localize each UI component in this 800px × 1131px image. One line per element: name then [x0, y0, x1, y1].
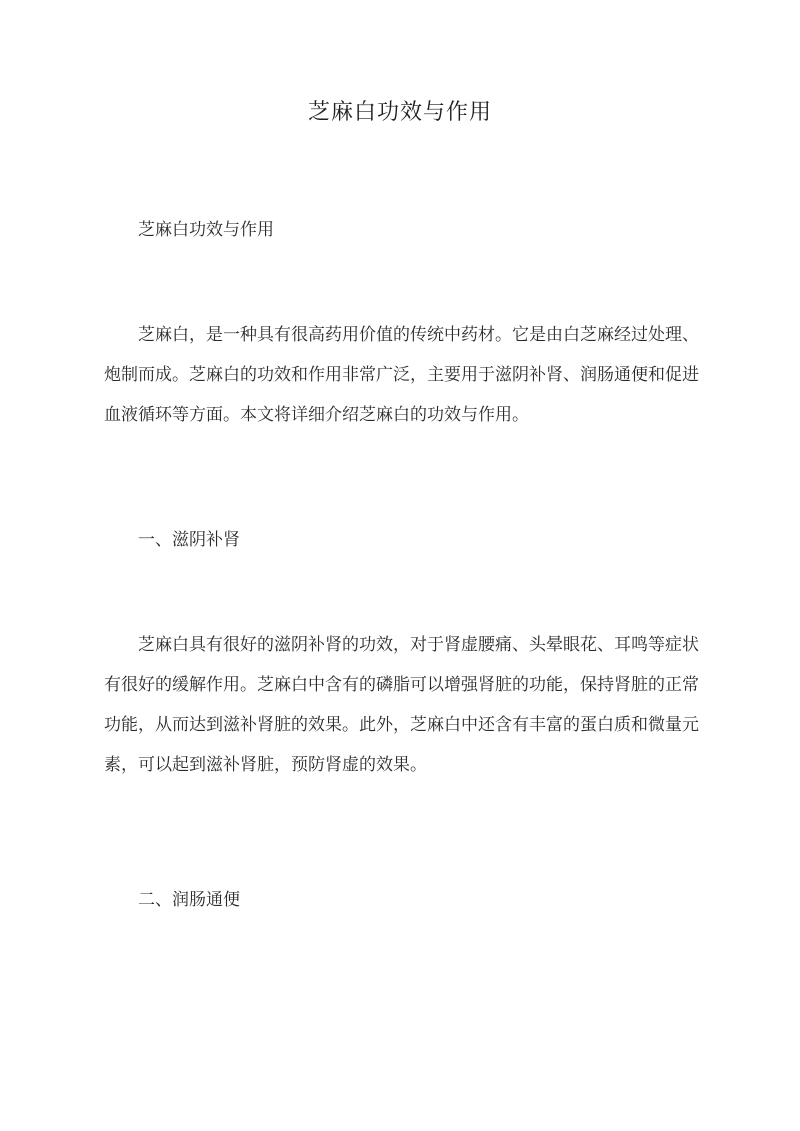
section-1-paragraph: 芝麻白具有很好的滋阴补肾的功效，对于肾虚腰痛、头晕眼花、耳鸣等症状有很好的缓解作用。芝麻白中含有的磷脂可以增强肾脏的功能，保持肾脏的正常功能，从而达到滋补肾脏的效果。此外，芝麻白中还含有丰富的蛋白质和微量元素，可以起到滋补肾脏，预防肾虚的效果。 — [104, 635, 699, 775]
document-title: 芝麻白功效与作用 — [307, 100, 492, 125]
intro-paragraph: 芝麻白，是一种具有很高药用价值的传统中药材。它是由白芝麻经过处理、炮制而成。芝麻白的功效和作用非常广泛，主要用于滋阴补肾、润肠通便和促进血液循环等方面。本文将详细介绍芝麻白的功效与作用。 — [104, 325, 699, 425]
section-heading-1: 一、滋阴补肾 — [138, 530, 240, 550]
section-heading-2: 二、润肠通便 — [138, 890, 240, 910]
subtitle-line: 芝麻白功效与作用 — [138, 220, 274, 240]
